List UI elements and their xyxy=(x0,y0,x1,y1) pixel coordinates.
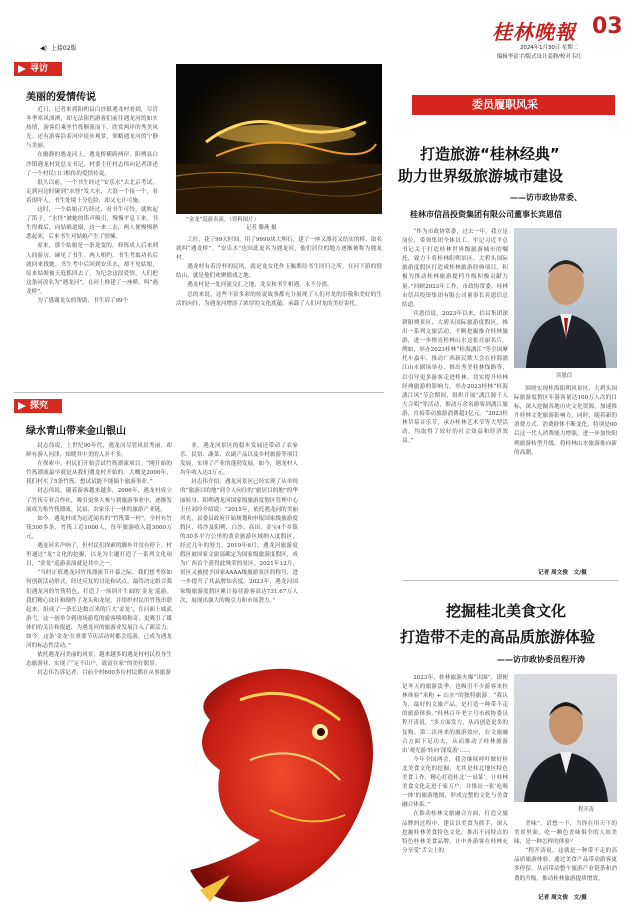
dragon-icon xyxy=(170,640,386,913)
date-line: 2024年1月30日 星期二 xyxy=(520,45,579,51)
paragraph: 近日，记者来到阳朔县白沙镇遇龙村看到，尽管冬季寒风凛冽，却无法阻挡游客们前往遇龙河的如火热情，游客们乘坐竹筏顺流而下，欣赏两岸的秀美风光。还有游客沿着河岸徒步观景，领略遇龙河的宁静与美丽。 xyxy=(26,107,158,150)
article1-author: 记者 周文俊 文/摄 xyxy=(538,570,587,576)
article-body-green-mountains xyxy=(26,442,172,854)
section-divider xyxy=(14,392,384,393)
article2-body xyxy=(402,674,508,902)
paragraph: 遇龙村有着淳朴的民风，就是龙女化作玉佩期待书生回归之所。在河下游的情结山，就是他们欢聚嬉戏之地。 xyxy=(176,264,382,280)
page-number: 03 xyxy=(592,14,623,39)
paragraph: 为了感谢龙女的帮助，书生请了99个 xyxy=(37,297,129,304)
article1-body-cont xyxy=(514,385,617,575)
article1-subtitle2: 桂林市信昌投资集团有限公司董事长宾恩信 xyxy=(410,210,562,219)
paragraph: 今年全国两会，我会继续呼吁做好桂北美食文化的挖掘，尤其是桂北地区特色美食工作，精心打造桂北‘一桌菜’，让桂林美食文化走进千家万户，并推出一张‘吃喝一体’的旅游地图，形成完整的文化与美食融合体系。” xyxy=(402,756,508,809)
paragraph: 原来，那个姑娘是一条龙变的，修炼成人后来到人间游历，碰见了书生。两人相约，书生考取功名后就回来找她。书生考中后回到安乐水，却不见姑娘，原来姑娘被天庭抓回去了。为纪念这段爱情，人们把这条河改名为“遇龙河”，在河上修建了一座桥，叫“遇龙桥”。 xyxy=(26,243,158,295)
column-header xyxy=(412,95,615,115)
article2-body-cont xyxy=(514,820,617,892)
column-header-label: 委员履职风采 xyxy=(472,98,538,111)
paragraph: 在探索中，村民们开始尝试竹筏漂流项目。“刚开始的竹筏漂流最早就是从我们遇龙村开始的。大概是2000年，我们村买了5条竹筏，想试试能不能搞个旅游事业。” xyxy=(26,461,172,486)
paragraph: “作为市政协常委，过去一年，我立足岗位，带领集团全体员工，牢记习近平总书记关于打造桂林世界级旅游城市的嘱托，致力于将桂林阳朔景区、大碧头国际旅游度假区打造成桂林旅游经典项目，积极为推动桂林旅游提档升级积极贡献力量。”回顾2023年工作，市政协常委、桂林市信昌投资集团有限公司董事长宾恩信总结道。 xyxy=(402,229,508,308)
photo-caption: “金龙”巡游表演。（资料图片） xyxy=(186,217,259,223)
paragraph: 封志伟告诉记者，目前全村600多位村民都在从事旅游 xyxy=(37,670,171,677)
paragraph: 遇龙村是一处河流交汇之地，龙女和书生相遇，永不分离。 xyxy=(187,282,333,289)
article1-body xyxy=(402,228,508,568)
article1-title-line1: 打造旅游“桂林经典” xyxy=(420,145,560,163)
photo-illustration xyxy=(176,64,382,214)
article2-title-line2: 打造带不走的高品质旅游体验 xyxy=(400,628,596,646)
paragraph: 围绕实现桂海阳朔风景区、大碧头国际旅游度假区年游客量达100万人次的目标，深入挖掘各地历史文化资源，加速推升桂林文化旅游影响力，同时，随着新的消费方式、消费群体不断变化，特别是00后这一代人消费能力增强，进一步加快阳朔旅游转型升级，将桂林山水旅游推向新的高潮。 xyxy=(514,386,617,456)
paragraph: 美味”。试想一下，当你在用天下的美景里面，吃一颗色香味俱全的人间美味，是一种怎样的体验？ xyxy=(514,821,617,846)
section-tag-xunfang: 寻访 xyxy=(14,62,62,76)
article2-subtitle: ——访市政协委员程开涛 xyxy=(497,655,585,664)
red-dragon-illustration xyxy=(170,640,386,913)
article-title-green-mountains: 绿水青山带来金山银山 xyxy=(26,426,126,437)
article2-portrait-photo xyxy=(514,674,617,802)
newspaper-logo: 桂林晚報 xyxy=(492,20,576,44)
paragraph: “程开涛说，这就是一种带不走的高品质旅游体验，通过美食产品带动游客更多停留，从而带动整个旅游产业链条和消费的升级，推动桂林旅游提质增效。 xyxy=(514,848,617,882)
paragraph: 工匠，花了99天时间，用了9999块大理石，建了一座又漂亮又结实的桥，取名就叫“遇龙桥”。“安乐水”也因此更名为遇龙河，他们居住的地方逐渐被称为遇龙村。 xyxy=(176,237,382,262)
article1-title-line2: 助力世界级旅游城市建设 xyxy=(398,167,564,185)
paragraph: 这时，一个姑娘正巧经过，看书生可怜，就吹起了笛子，“水怪”被她的笛声吸引，慢慢平息下来。书生得救后，向姑娘道谢，这一来二去，两人便慢慢熟悉起来，后来书生对姑娘产生了情愫。 xyxy=(26,207,158,241)
article-body-love-legend-cont xyxy=(176,236,382,386)
article1-photo-caption: 宾恩信 xyxy=(556,373,573,379)
photo-credit: 记者 滕燕 摄 xyxy=(246,225,277,231)
paragraph: 业，遇龙河景区的稳步发展还带动了农家乐、民宿、蔬菜、农副产品以及乡村旅游等项目发展，实现了产业的蓬勃发展。如今，遇龙村人均年收入达3万元。 xyxy=(180,443,298,477)
article2-title-line1: 挖掘桂北美食文化 xyxy=(446,602,567,620)
paragraph: 在幽静的遇龙河上，遇龙桥横跨两岸。阳朔县白沙镇遇龙村党总支书记、村委主任村志伟向记者讲述了一个村民口口相传的爱情传说。 xyxy=(26,152,158,177)
editor-line: 编辑李富宇/版式设计姜静/校对韦红 xyxy=(497,54,582,60)
paragraph: 遇龙河名声响了，但村民们探索的脚步并没有停下。村里通过“龙”文化的挖掘，以龙为主题打造了一系列文化项目，“金龙”巡游表演就是其中之一。 xyxy=(26,543,172,568)
article2-photo-caption: 程开涛 xyxy=(578,807,595,813)
article1-portrait-photo xyxy=(514,228,617,368)
paragraph: 封志伟说，随着游客越来越多，2006年，遇龙村成立了竹筏专业合作社，吸引更多人参与到旅游事业中，逐渐发展成为集竹筏漂流、民宿、农家乐于一体的旅游产业链。 xyxy=(26,488,172,513)
paragraph: 如今，遇龙村成为远近闻名的“竹筏第一村”，全村有竹筏300多条，竹筏工近1000人，每年旅游收入超3000万元。 xyxy=(26,515,172,540)
nav-label: 上接02版 xyxy=(50,45,77,52)
article-body-love-legend xyxy=(26,106,158,382)
nav-indicator xyxy=(40,43,77,52)
section-tag-tanjiu: 探究 xyxy=(14,399,62,413)
paragraph: 在推动桂林文旅融合方面，打造文旅品牌的过程中，建议以美食为抓手，深入挖掘桂林美食特色文化，推出不同特点的特色桂林美食品牌，让中外游客在桂林充分享受“舌尖上的 xyxy=(402,811,508,854)
person-silhouette-icon xyxy=(514,228,617,368)
back-arrow-icon: ◀) xyxy=(40,45,47,52)
paragraph: 依托遇龙河美丽的风景，越来越多的遇龙村村民投身生态旅游业，实现了“足不出户，致富在家”的美好愿景。 xyxy=(26,652,172,668)
paragraph: “当时正值遇龙河竹筏漂流节开幕之际，我们想考察如何创新活动形式，经过反复的讨论和试点，最终决定组合我们遇龙河的竹筏特色，打造了一场别开生面的‘金龙’巡游。我们精心设计和制作了龙头和龙尾，并组织村民用竹筏串联起来，组成了一条长达数百米的巨大‘金龙’，在河面上威武游弋。这一创举令到现场游览的游客啧啧称奇，更吸引了媒体们的关注和报道，为遇龙河的旅游业发展注入了新活力。如今，这条‘金龙’在重要节庆活动时都会巡游，已成为遇龙河的标志性活动。” xyxy=(26,570,172,650)
paragraph: 封志伟介绍，遇龙河景区已经实现了从单纯的“旅游目的地”到令人向往的“旅居目的地”的华丽转身。阳朔遇龙河国家级旅游度假区管理中心主任刘玲介绍说：“2015年，依托遇龙河的美丽风光，县委县政府开始规划和申报国家级旅游度假区，将沙及阳朔、白沙、高田、金宝4个乡镇的30多平方公里的黄金旅游区域纳入度假区，经过几年的努力，2019年6月，遇龙河旅游度假区被国家文旅部确定为国家级旅游度假区，成为广西首个获得此殊荣的景区。2021年12月，景区又被授予国家AAAA级旅游景区的称号，进一步提升了其品牌知名度。2023年，遇龙河国家级旅游度假区累计接待游客高达731.67万人次，展现出强大的吸引力和市场潜力。” xyxy=(180,479,298,604)
article2-author: 记者 周文俊 文/摄 xyxy=(538,895,587,901)
paragraph: 2023年，桂林旅游火爆“出圈”，即便是冬天的旅游淡季，也吸引不少游客来桂林体验“米粉 + 山水”的独特旅游。“我认为，最好的文旅产品，是打造一种带不走的旅游体验。”桂林百年老字号市政协委员程开涛说，“多方面发力，从而创造更多的复购、第二次再来的旅游效应，在文旅融合方面下足功夫，从而推动了桂林旅游由‘观光游’转向‘深度游’…… xyxy=(402,675,508,754)
article-title-love-legend: 美丽的爱情传说 xyxy=(26,92,96,103)
article-divider xyxy=(402,580,618,581)
golden-dragon-night-photo xyxy=(176,64,382,214)
paragraph: 封志伟说，上世纪90年代，遇龙河尽管风景秀丽，却鲜有游人问津，知晓其中美的人并不多。 xyxy=(26,443,172,459)
paragraph: 很久以前，一个书生经过“安乐水”去北京考试，走到河边时碰到“水怪”发大水，大浪一个接一个，看着很吓人，书生处境十分危险，却又无计可施。 xyxy=(26,179,158,204)
person-silhouette-icon xyxy=(514,674,617,802)
article1-subtitle1: ——访市政协常委、 xyxy=(510,193,582,202)
paragraph: 总的来说，这些丰富多彩的传说故事都充分展现了人们对龙的崇敬和美好的生活的向往，为遇龙河增添了浓厚的文化底蕴，承载了人们对龙的美好寄托。 xyxy=(176,291,382,307)
paragraph: 宾恩信说，2023年以来，信昌集团深耕阳朔景区、大碧头国际旅游度假区，推出一系列文旅活动，不断挖掘推介桂林旅游，进一步擦亮桂林山水这张亮丽名片。例如，举办2023桂林“桂海漓江”等全国摩托车嘉年、推动广西新民歌大会在桂海漓江山水剧场举办、推出秀美桂林线路等，以引导更多游客走进桂林，切实提升桂林经典旅游的影响力。举办2023桂林“桂海漓江风”节会期间，组织开展“漓江源千人大合唱”等活动，推动万余名游客到漓江旅游，直接带动旅游消费超1亿元。“2023桂林草莓音乐节，承办桂林艺术节等大型活动，均取得了较好的社会效益和经济效益。” xyxy=(402,310,508,445)
